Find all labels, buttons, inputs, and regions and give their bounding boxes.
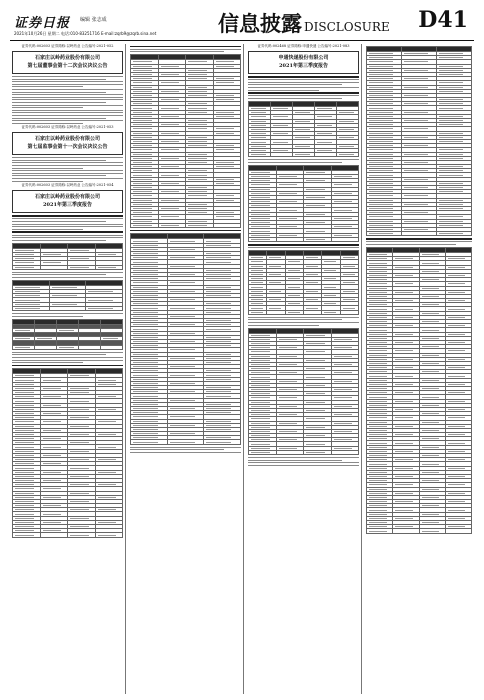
announcement-header [12, 132, 123, 155]
section-title-cn: 信息披露 [218, 11, 302, 36]
columns [10, 44, 474, 694]
dateline: 2021年10月26日 星期二 电话:010-83251716 E-mail:zqrb9@zqrb.sina.net [14, 31, 157, 36]
data-table [12, 319, 123, 350]
column-3 [246, 44, 362, 694]
data-table [366, 247, 472, 534]
company-name: 石家庄以岭药业股份有限公司 [34, 194, 100, 201]
announcement-header [12, 190, 123, 213]
editor-credit: 编辑 张志成 [80, 17, 107, 23]
announcement-header [12, 51, 123, 74]
announcement-code: 证券代码:002603 证券简称:以岭药业 公告编号:2021-053 [21, 125, 114, 130]
announcement-title: 2021年第三季度报告 [43, 202, 92, 209]
company-name: 石家庄以岭药业股份有限公司 [34, 55, 100, 61]
data-table [248, 165, 359, 242]
company-name: 申通快递股份有限公司 [278, 55, 329, 61]
data-table [12, 243, 123, 270]
announcement-header [248, 51, 359, 74]
data-table [248, 328, 359, 455]
masthead [10, 0, 474, 41]
data-table [130, 54, 241, 228]
data-table [12, 280, 123, 311]
section-title-en: DISCLOSURE [304, 20, 390, 34]
page-number: D41 [418, 7, 468, 33]
announcement-title: 第七届董事会第十二次会议决议公告 [27, 63, 108, 69]
data-table [130, 233, 241, 444]
column-1 [10, 44, 126, 694]
announcement-code: 证券代码:002603 证券简称:以岭药业 公告编号:2021-054 [21, 183, 114, 188]
data-table [248, 101, 359, 157]
company-name: 石家庄以岭药业股份有限公司 [34, 136, 100, 143]
newspaper-logo: 证券日报 [14, 16, 71, 31]
announcement-title: 2021年第三季度报告 [279, 63, 328, 69]
section-title [218, 8, 390, 38]
column-2 [128, 44, 244, 694]
announcement-code: 证券代码:002468 证券简称:申通快递 公告编号:2021-083 [257, 44, 350, 48]
announcement-code: 证券代码:002603 证券简称:以岭药业 公告编号:2021-052 [21, 44, 114, 48]
data-table [12, 368, 123, 537]
data-table [366, 46, 472, 236]
announcement-title: 第七届监事会第十一次会议决议公告 [27, 144, 108, 151]
column-4 [364, 44, 474, 694]
data-table [248, 250, 359, 315]
